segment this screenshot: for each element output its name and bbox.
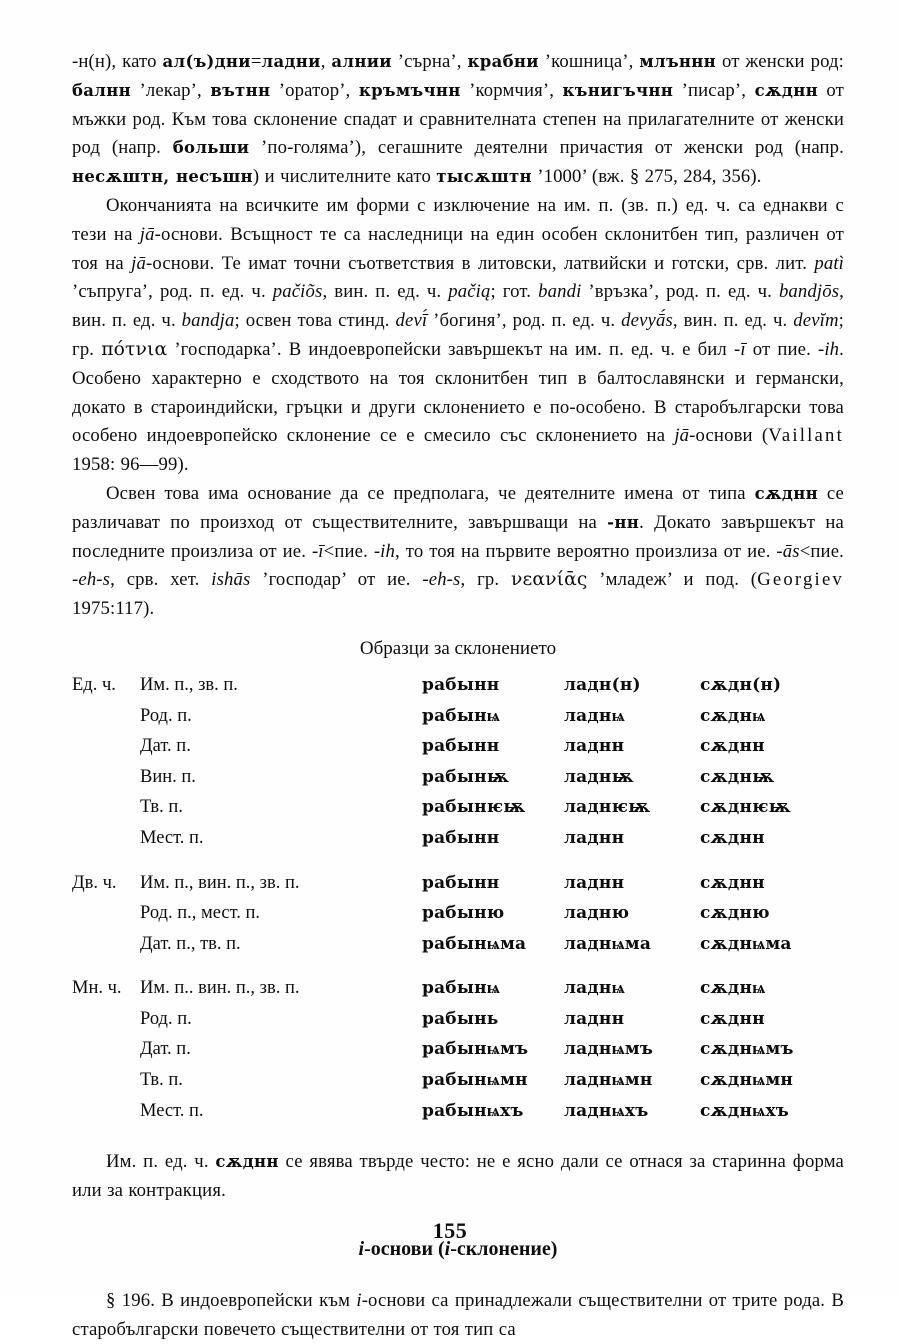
table-row bbox=[72, 898, 844, 929]
paradigm-number-label bbox=[72, 1065, 140, 1096]
paradigm-case-label: Род. п. bbox=[140, 1008, 192, 1029]
paradigm-form-2: ладн(н) bbox=[564, 674, 641, 695]
paragraph-1: -н(н), като ал(ъ)дни=ладни, алнии ’сърна’, крабни ’кошница’, млъннн от женски род: балнн ’лекар’, вътнн ’оратор’, кръмъчнн ’кормчия’, кънигъчнн ’писар’, сѫднн от мъжки род. Към това склонение спадат и сравнителната степен на прилагателните от женски род (напр. больши ’по-голяма’), сегашните деятелни причастия от женски род (напр. несѫштн, несъшн) и числителните като тысѫштн ’1000’ (вж. § 275, 284, 356). bbox=[72, 51, 845, 188]
table-row bbox=[72, 1065, 844, 1096]
page-number: 155 bbox=[432, 1218, 468, 1243]
declension-paradigm-table bbox=[72, 670, 844, 1126]
paradigm-form-3: сѫднѩхъ bbox=[700, 1100, 790, 1121]
paradigm-form-2: ладнн bbox=[564, 1008, 625, 1029]
page-content bbox=[72, 48, 844, 1344]
paradigm-case-label: Род. п., мест. п. bbox=[140, 903, 261, 924]
paradigm-form-2: ладнѩ bbox=[564, 978, 625, 999]
paradigm-form-3: сѫднн bbox=[700, 827, 765, 848]
paradigm-number-label bbox=[72, 792, 140, 823]
paradigm-form-1: рабынь bbox=[422, 1008, 499, 1029]
paradigm-form-3: сѫднн bbox=[700, 1008, 765, 1029]
paradigm-case-label: Род. п. bbox=[140, 705, 192, 726]
paradigm-case-label: Тв. п. bbox=[140, 1070, 183, 1091]
paradigm-case-label: Им. п., вин. п., зв. п. bbox=[140, 872, 300, 893]
table-row bbox=[72, 1034, 844, 1065]
paradigm-form-2: ладнѥѭ bbox=[564, 797, 651, 818]
paradigm-number-label bbox=[72, 1004, 140, 1035]
paradigm-number-label bbox=[72, 929, 140, 960]
paradigm-body bbox=[72, 670, 844, 1126]
table-row bbox=[72, 868, 844, 899]
paradigm-number-label: Мн. ч. bbox=[72, 978, 122, 999]
table-row bbox=[72, 1096, 844, 1127]
paradigm-group-gap bbox=[72, 854, 844, 868]
paradigm-case-label: Им. п., зв. п. bbox=[140, 674, 238, 695]
paradigm-form-1: рабынн bbox=[422, 827, 500, 848]
i-stems-section-heading: i-основи (i-склонение) bbox=[358, 1237, 558, 1260]
paradigm-number-label bbox=[72, 823, 140, 854]
table-row bbox=[72, 792, 844, 823]
paragraph-5: § 196. В индоевропейски към i-основи са принадлежали съществителни от трите рода. В старобългарски повечето съществителни от тоя тип са bbox=[72, 1289, 844, 1340]
paragraph-3: Освен това има основание да се предполага, че деятелните имена от типа сѫднн се различават по произход от съществителните, завършващи на -нн. Докато завършекът на последните произлиза от ие. -ī<пие. -ih, то тоя на първите вероятно произлиза от ие. -ās<пие. -eh-s, срв. хет. ishās ’господар’ от ие. -eh-s, гр. νεανίᾱς ’младеж’ и под. (Georgiev 1975:117). bbox=[72, 482, 844, 620]
paradigm-form-1: рабынѩмъ bbox=[422, 1039, 529, 1060]
paradigm-form-2: ладнн bbox=[564, 827, 625, 848]
paradigm-number-label bbox=[72, 898, 140, 929]
paradigm-form-2: ладнѭ bbox=[564, 766, 634, 787]
paradigm-case-label: Мест. п. bbox=[140, 827, 204, 848]
paradigm-form-3: сѫднѩмъ bbox=[700, 1039, 794, 1060]
paradigm-form-2: ладнѩма bbox=[564, 933, 652, 954]
paradigm-form-1: рабынѭ bbox=[422, 766, 509, 787]
paradigm-form-1: рабынѥѭ bbox=[422, 797, 526, 818]
paradigm-form-1: рабынѩ bbox=[422, 705, 501, 726]
paradigm-form-1: рабынѩмн bbox=[422, 1070, 528, 1091]
paradigm-form-3: сѫдн(н) bbox=[700, 674, 782, 695]
paradigm-case-label: Мест. п. bbox=[140, 1100, 204, 1121]
paradigm-number-label: Ед. ч. bbox=[72, 674, 116, 695]
paradigm-form-3: сѫднѭ bbox=[700, 766, 775, 787]
table-row bbox=[72, 701, 844, 732]
paradigm-number-label bbox=[72, 731, 140, 762]
paradigm-form-2: ладнн bbox=[564, 872, 625, 893]
paradigm-form-1: рабынн bbox=[422, 872, 500, 893]
paradigm-form-3: сѫднѩ bbox=[700, 978, 766, 999]
paradigm-form-1: рабынн bbox=[422, 736, 500, 757]
paradigm-form-3: сѫднн bbox=[700, 872, 765, 893]
paradigm-form-2: ладнѩхъ bbox=[564, 1100, 649, 1121]
paradigm-number-label: Дв. ч. bbox=[72, 872, 117, 893]
paradigm-form-1: рабынѩ bbox=[422, 978, 501, 999]
paradigm-form-1: рабынн bbox=[422, 674, 500, 695]
paradigm-case-label: Дат. п. bbox=[140, 1039, 191, 1060]
paradigm-form-2: ладнѩ bbox=[564, 705, 625, 726]
paradigm-form-3: сѫднн bbox=[700, 736, 765, 757]
paradigm-number-label bbox=[72, 762, 140, 793]
paradigm-case-label: Дат. п., тв. п. bbox=[140, 933, 241, 954]
paradigm-group-gap bbox=[72, 959, 844, 973]
paradigm-form-1: рабынѩма bbox=[422, 933, 527, 954]
table-row bbox=[72, 973, 844, 1004]
paradigm-case-label: Тв. п. bbox=[140, 797, 183, 818]
paradigm-case-label: Вин. п. bbox=[140, 766, 196, 787]
table-row bbox=[72, 929, 844, 960]
paradigm-form-2: ладнѩмн bbox=[564, 1070, 653, 1091]
paradigm-number-label bbox=[72, 1034, 140, 1065]
paradigm-case-label: Им. п.. вин. п., зв. п. bbox=[140, 978, 300, 999]
paradigm-form-1: рабыню bbox=[422, 903, 505, 924]
paradigm-form-1: рабынѩхъ bbox=[422, 1100, 524, 1121]
table-row bbox=[72, 823, 844, 854]
table-row bbox=[72, 731, 844, 762]
paradigm-form-3: сѫднѩ bbox=[700, 705, 766, 726]
paradigm-form-3: сѫднѥѭ bbox=[700, 797, 791, 818]
paragraph-2: Окончанията на всичките им форми с изключение на им. п. (зв. п.) ед. ч. са еднакви с тези на jā-основи. Всъщност те са наследници на един особен склонитбен тип, различен от тоя на jā-основи. Те имат точни съответствия в литовски, латвийски и готски, срв. лит. patì ’съпруга’, род. п. ед. ч. pačiõs, вин. п. ед. ч. pačią; гот. bandi ’връзка’, род. п. ед. ч. bandjōs, вин. п. ед. ч. bandja; освен това стинд. devī́ ’богиня’, род. п. ед. ч. devyā́s, вин. п. ед. ч. devĭm; гр. πότνια ’господарка’. В индоевропейски завършекът на им. п. ед. ч. е бил -ī от пие. -ih. Особено характерно е сходството на тоя склонитбен тип в балтославянски и германски, докато в староиндийски, гръцки и други склонението е по-особено. В старобългарски това особено индоевропейско склонение се е смесило със склонението на jā-основи (Vaillant 1958: 96—99). bbox=[72, 194, 844, 476]
paragraph-4: Им. п. ед. ч. сѫднн се явява твърде често: не е ясно дали се отнася за старинна форма или за контракция. bbox=[72, 1151, 844, 1202]
paradigm-form-2: ладнѩмъ bbox=[564, 1039, 654, 1060]
paradigm-table-heading: Образци за склонението bbox=[359, 637, 557, 659]
paradigm-number-label bbox=[72, 1096, 140, 1127]
paradigm-form-3: сѫдню bbox=[700, 903, 770, 924]
paradigm-form-3: сѫднѩма bbox=[700, 933, 792, 954]
paradigm-form-2: ладнн bbox=[564, 736, 625, 757]
table-row bbox=[72, 670, 844, 701]
paradigm-number-label bbox=[72, 701, 140, 732]
table-row bbox=[72, 1004, 844, 1035]
paradigm-case-label: Дат. п. bbox=[140, 736, 191, 757]
paradigm-form-2: ладню bbox=[564, 903, 630, 924]
table-row bbox=[72, 762, 844, 793]
paradigm-form-3: сѫднѩмн bbox=[700, 1070, 794, 1091]
